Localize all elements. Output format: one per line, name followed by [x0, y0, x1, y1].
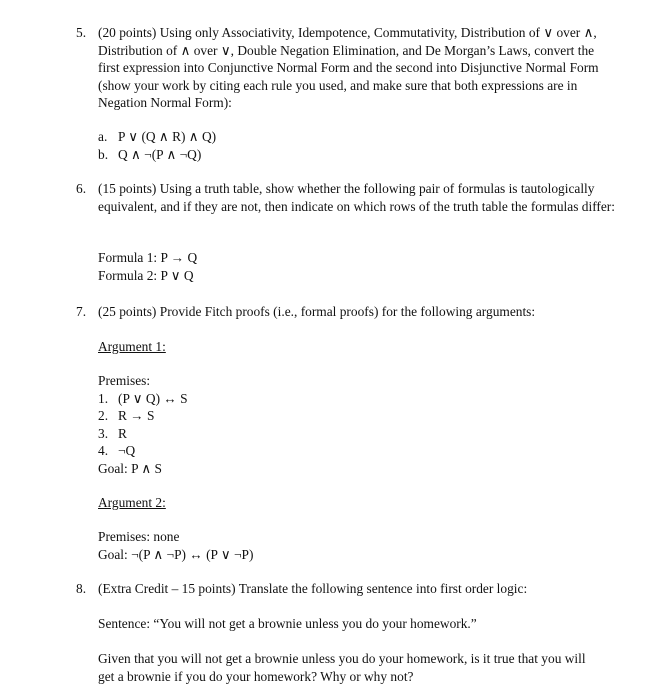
- question-5-number: 5.: [76, 25, 87, 40]
- argument-2-body: [98, 528, 253, 563]
- premise-3: 3. R: [98, 425, 127, 441]
- formula-1: Formula 1: P → Q: [98, 250, 198, 265]
- question-5: [76, 24, 616, 112]
- question-8-number: 8.: [76, 581, 87, 596]
- question-5-items: [98, 128, 216, 163]
- item-b-expr: Q ∧ ¬(P ∧ ¬Q): [118, 146, 202, 162]
- question-6: [76, 180, 616, 215]
- item-b: b. Q ∧ ¬(P ∧ ¬Q): [98, 146, 202, 162]
- item-a: a. P ∨ (Q ∧ R) ∧ Q): [98, 129, 217, 144]
- argument-1-body: [98, 372, 188, 477]
- premises-none: Premises: none: [98, 529, 180, 544]
- goal-1: Goal: P ∧ S: [98, 460, 162, 476]
- question-6-text: (15 points) Using a truth table, show whether the following pair of formulas is tautologically equivalent, and if they are not, then indicate on which rows of the truth table the formulas differ:: [98, 181, 615, 214]
- item-a-expr: P ∨ (Q ∧ R) ∧ Q): [118, 129, 217, 144]
- argument-2-title: Argument 2:: [98, 495, 166, 510]
- premise-4: 4. ¬Q: [98, 443, 136, 458]
- question-8-text: (Extra Credit – 15 points) Translate the following sentence into first order logic:: [98, 581, 528, 596]
- goal-2: Goal: ¬(P ∧ ¬P) ↔ (P ∨ ¬P): [98, 546, 254, 562]
- premise-2: 2. R → S: [98, 408, 155, 423]
- premises-label: Premises:: [98, 373, 151, 388]
- question-7: [76, 303, 616, 321]
- question-5-text: (20 points) Using only Associativity, Idempotence, Commutativity, Distribution of ∨ over ∧, Distribution of ∧ over ∨, Double Negation Elimination, and De Morgan’s Laws, convert the first expression into Conjunctive Normal Form and the second into Disjunctive Normal Form (show your work by citing each rule you used, and make sure that both expressions are in Negation Normal Form):: [98, 25, 599, 110]
- premise-1: 1. (P ∨ Q) ↔ S: [98, 390, 188, 406]
- sentence: Sentence: “You will not get a brownie unless you do your homework.”: [98, 616, 477, 631]
- argument-1-title: Argument 1:: [98, 339, 166, 354]
- question-7-text: (25 points) Provide Fitch proofs (i.e., formal proofs) for the following arguments:: [98, 304, 536, 319]
- formula-2: Formula 2: P ∨ Q: [98, 267, 194, 283]
- question-8: [76, 580, 616, 598]
- question-6-number: 6.: [76, 181, 87, 196]
- formulas: [98, 249, 197, 284]
- question-8-followup: Given that you will not get a brownie unless you do your homework, is it true that you will get a brownie if you do your homework? Why or why not?: [98, 651, 586, 684]
- question-7-number: 7.: [76, 304, 87, 319]
